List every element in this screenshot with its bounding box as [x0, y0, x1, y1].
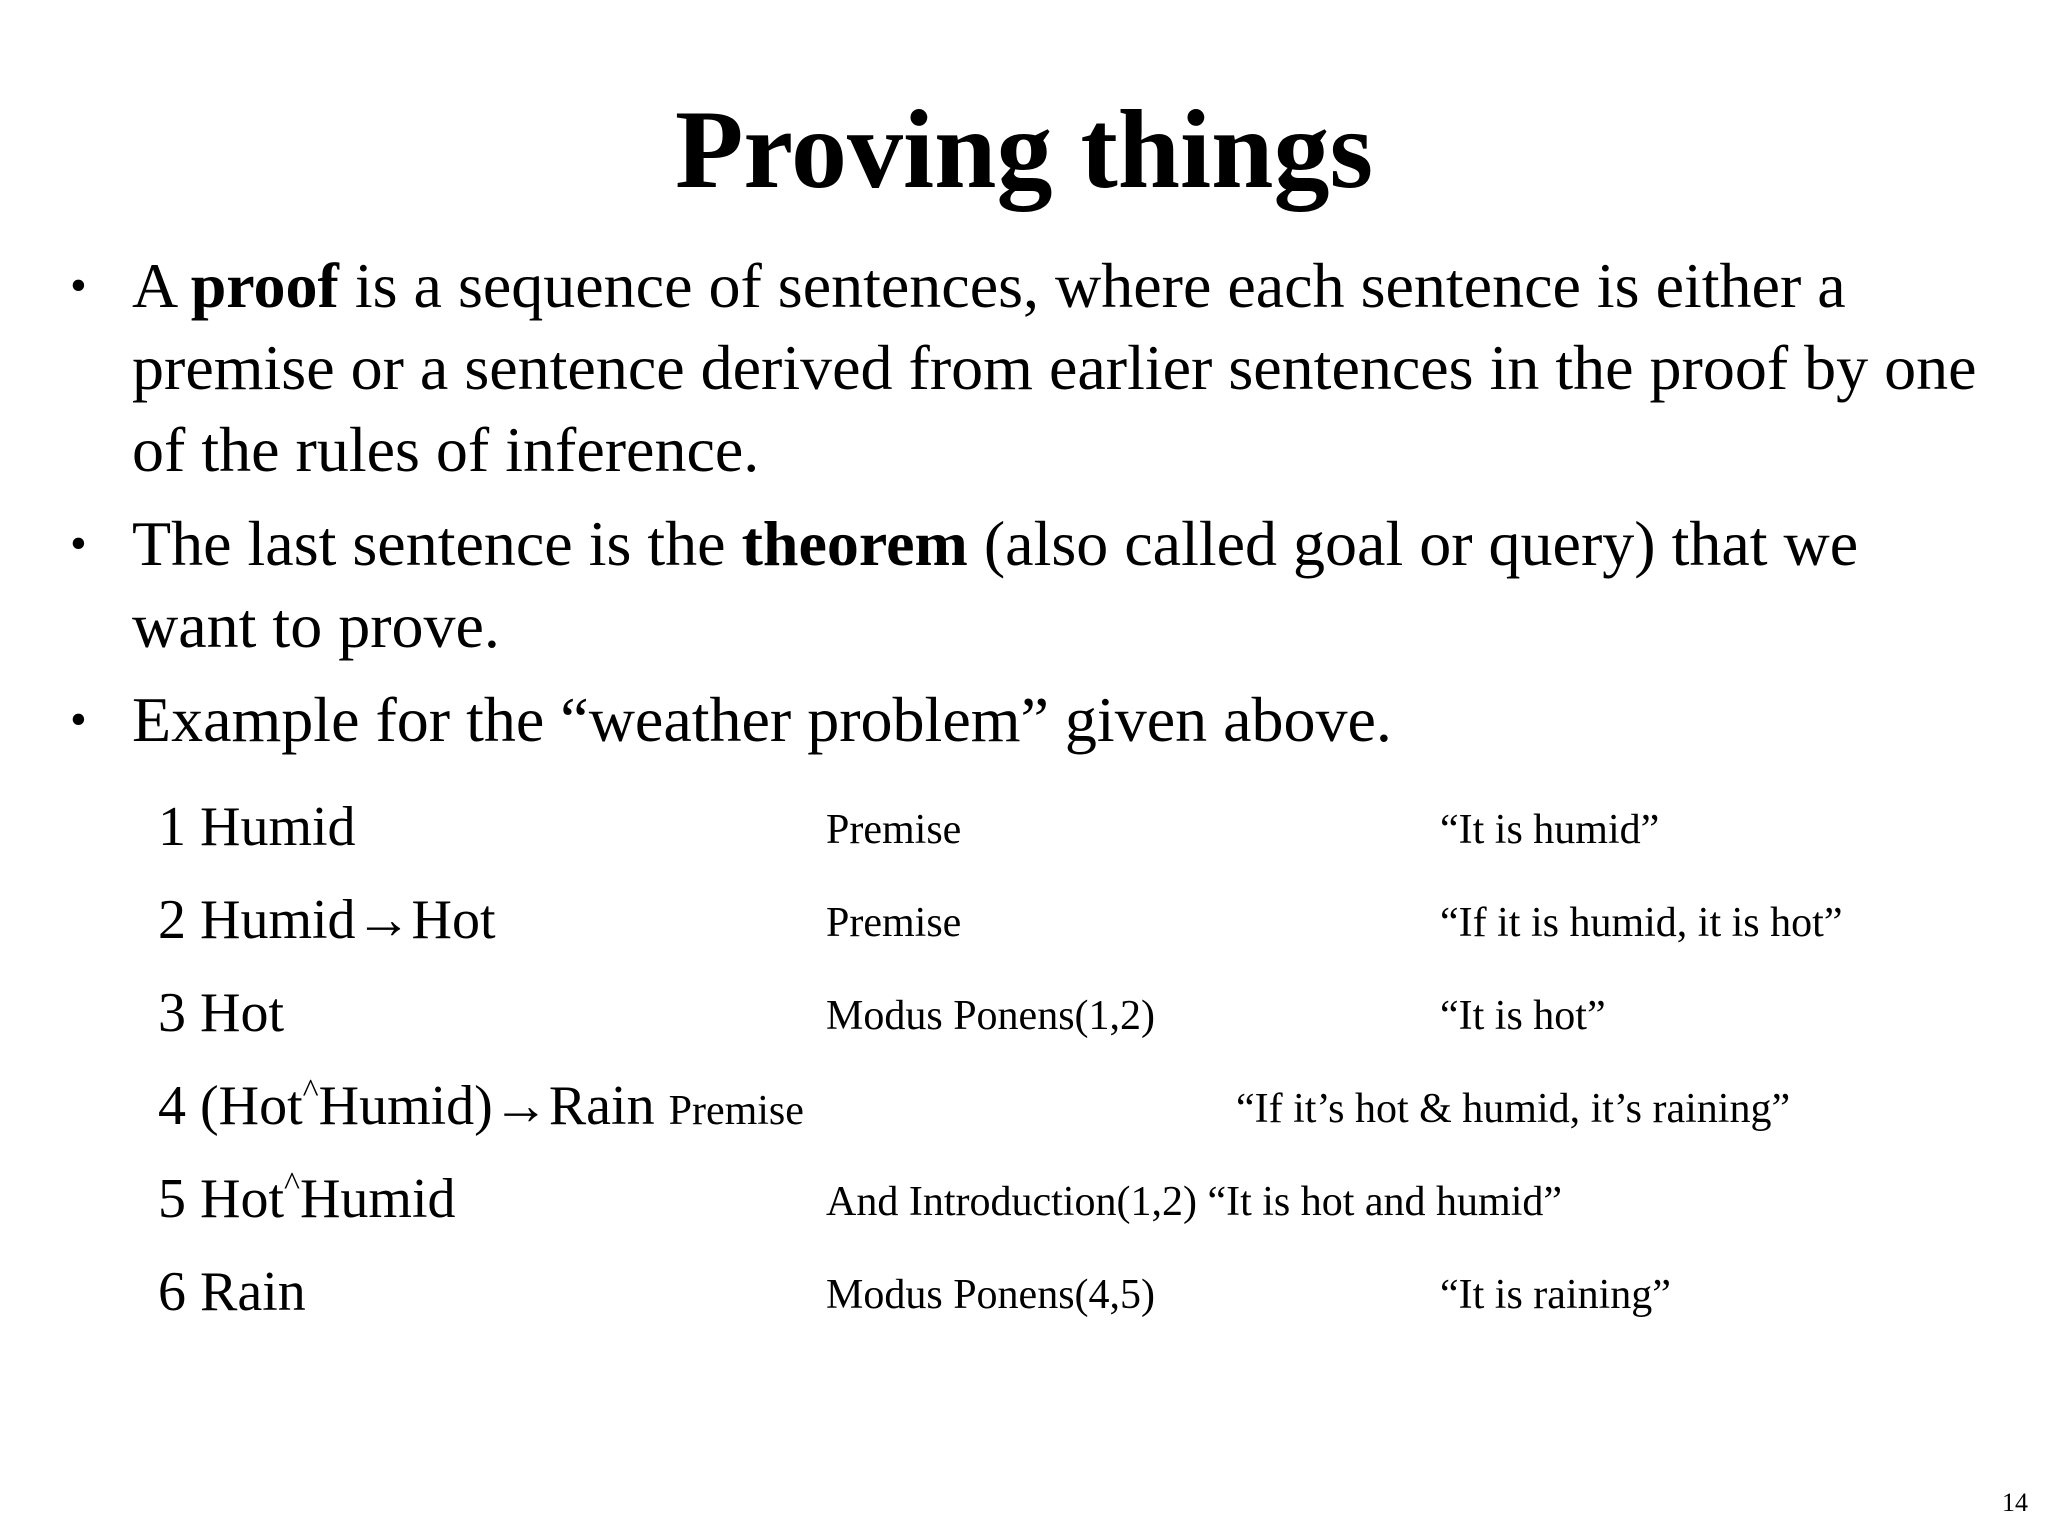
- proof-statement: [158, 1152, 456, 1254]
- step-gloss: “If it’s hot & humid, it’s raining”: [1236, 1086, 1791, 1132]
- step-justification: Premise: [826, 807, 962, 853]
- bullet-dot: •: [70, 693, 87, 746]
- step-number: 2: [158, 889, 186, 951]
- step-number: 5: [158, 1168, 186, 1230]
- step-justification: Modus Ponens(1,2): [826, 993, 1156, 1039]
- proof-statement: [158, 1059, 804, 1161]
- step-formula: (Hot: [200, 1075, 303, 1137]
- step-number: 3: [158, 982, 186, 1044]
- bullet-text: The last sentence is the: [132, 508, 742, 579]
- step-justification-text: And Introduction(1,2): [826, 1179, 1197, 1225]
- bullet-text: is a sequence of sentences, where each sentence is either a premise or a sentence derived from earlier sentences in the proof by one of the rules of inference.: [132, 250, 1977, 485]
- step-formula: Humid)→Rain: [318, 1075, 655, 1137]
- step-justification: Premise: [826, 900, 962, 946]
- bullet-dot: •: [70, 517, 87, 570]
- step-justification: Modus Ponens(4,5): [826, 1272, 1156, 1318]
- bullet-text: A: [132, 250, 191, 321]
- step-formula: Humid: [299, 1168, 456, 1230]
- step-gloss: “It is raining”: [1440, 1272, 1671, 1318]
- step-formula: Hot: [200, 1168, 284, 1230]
- proof-row: [0, 1152, 2048, 1246]
- bullet-text: (also called goal or query) that we want to prove.: [132, 508, 1859, 661]
- proof-row: [0, 780, 2048, 874]
- step-number: 1: [158, 796, 186, 858]
- page-number: 14: [2002, 1488, 2028, 1517]
- slide-title: Proving things: [674, 88, 1374, 212]
- step-gloss: “If it is humid, it is hot”: [1440, 900, 1843, 946]
- proof-statement: [158, 966, 284, 1060]
- proof-statement: [158, 1245, 306, 1339]
- step-gloss: “It is hot”: [1440, 993, 1606, 1039]
- and-operator: ^: [284, 1166, 300, 1203]
- step-number: 4: [158, 1075, 186, 1137]
- step-justification: Premise: [668, 1088, 804, 1134]
- step-gloss: “It is humid”: [1440, 807, 1660, 853]
- step-formula: Humid→Hot: [200, 889, 496, 951]
- bullet-dot: •: [70, 259, 87, 312]
- step-formula: Rain: [200, 1261, 306, 1323]
- step-formula: Hot: [200, 982, 284, 1044]
- proof-statement: [158, 873, 496, 967]
- bullet-text: Example for the “weather problem” given above.: [132, 684, 1392, 755]
- proof-row: [0, 966, 2048, 1060]
- proof-row: [0, 1245, 2048, 1339]
- step-formula: Humid: [200, 796, 356, 858]
- bullet-bold-term: theorem: [741, 508, 968, 579]
- bullet-bold-term: proof: [190, 250, 339, 321]
- step-justification: [826, 1152, 1562, 1252]
- step-number: 6: [158, 1261, 186, 1323]
- proof-row: [0, 1059, 2048, 1153]
- and-operator: ^: [302, 1073, 319, 1110]
- proof-statement: [158, 780, 356, 874]
- step-gloss: “It is hot and humid”: [1207, 1179, 1563, 1225]
- proof-row: [0, 873, 2048, 967]
